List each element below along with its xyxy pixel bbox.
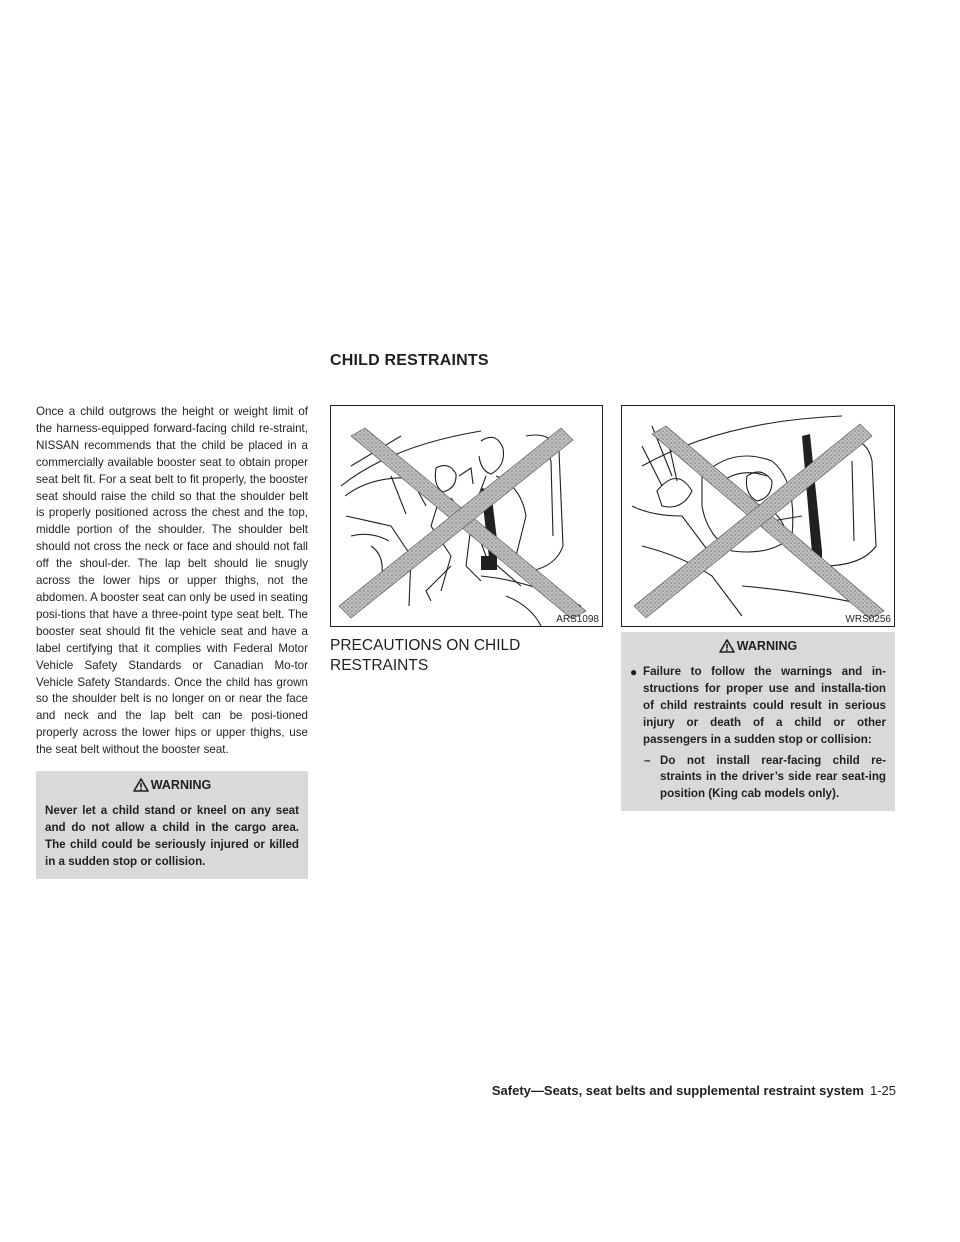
warning-bullet-item — [630, 664, 886, 749]
section-title: CHILD RESTRAINTS — [330, 352, 489, 369]
precautions-subheading: PRECAUTIONS ON CHILD RESTRAINTS — [330, 637, 521, 674]
figure-code: WRS0256 — [845, 614, 891, 625]
left-column — [36, 404, 308, 879]
warning-triangle-icon — [719, 639, 735, 653]
warning-triangle-icon — [133, 778, 149, 792]
warning-bullet-text: Failure to follow the warnings and in-structions for proper use and installa-tion of child restraints could result in serious injury or death of a child or other passengers in a sudden stop or collision: — [643, 665, 886, 746]
dash-marker: – — [644, 753, 651, 767]
chapter-title: Safety—Seats, seat belts and supplemental restraint system — [491, 1083, 864, 1098]
page-number: 1-25 — [869, 1083, 896, 1098]
page-footer — [492, 1083, 896, 1098]
warning-sub-text: Do not install rear-facing child re-straints in the driver’s side rear seat-ing position (King cab models only). — [660, 753, 886, 801]
warning-heading-label: WARNING — [736, 639, 798, 653]
booster-seat-paragraph: Once a child outgrows the height or weight limit of the harness-equipped forward-facing child re-straint, NISSAN recommends that the child be placed in a commercially available booster seat to obtain proper seat belt fit. For a seat belt to fit properly, the booster seat should raise the child so that the shoulder belt is properly positioned across the chest and the top, middle portion of the shoulder. The shoulder belt should not cross the neck or face and should not fall off the shoul-der. The lap belt should lie snugly across the lower hips or upper thighs, not the abdomen. A booster seat can only be used in seating posi-tions that have a three-point type seat belt. The booster seat should fit the vehicle seat and have a label certifying that it complies with Federal Motor Vehicle Safety Standards or Canadian Mo-tor Vehicle Safety Standards. Once the child has grown so the shoulder belt is no longer on or near the face and neck and the lap belt can be posi-tioned properly across the lower hips or upper thighs, use the seat belt without the booster seat. — [36, 405, 308, 757]
warning-heading — [45, 778, 299, 792]
warning-text: Never let a child stand or kneel on any seat and do not allow a child in the cargo area. The child could be seriously injured or killed in a sudden stop or collision. — [45, 804, 299, 868]
figure-code: ARS1098 — [556, 614, 599, 625]
warning-heading — [630, 639, 886, 653]
rear-facing-seat-illustration — [622, 406, 896, 628]
warning-box-left — [36, 771, 308, 879]
figure-child-standing-crossed-out — [330, 405, 603, 627]
right-column — [621, 632, 895, 811]
child-standing-illustration — [331, 406, 604, 628]
warning-box-right — [621, 632, 895, 811]
figure-rear-facing-seat-crossed-out — [621, 405, 895, 627]
warning-sub-item — [630, 753, 886, 804]
warning-heading-label: WARNING — [150, 778, 212, 793]
bullet-icon: ● — [630, 665, 638, 679]
